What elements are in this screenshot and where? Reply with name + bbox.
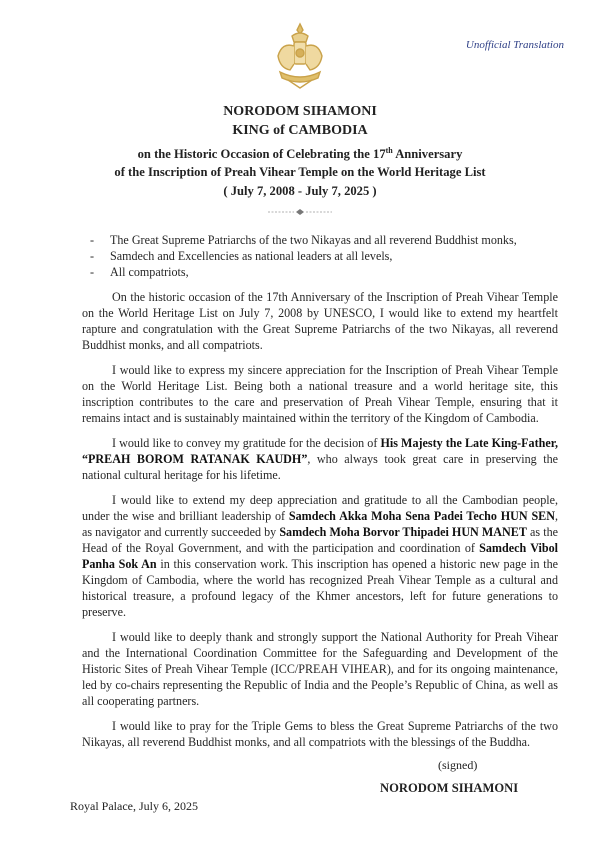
- occasion-line-2: of the Inscription of Preah Vihear Temple on the World Heritage List: [114, 165, 486, 179]
- royal-coat-of-arms-icon: [270, 22, 330, 90]
- text-segment: I would like to convey my gratitude for the decision of: [112, 436, 381, 450]
- paragraph-king-father: [82, 435, 558, 483]
- text-segment: , who always took great care in preserving the national cultural heritage for his lifetime.: [82, 452, 558, 482]
- leader-name: Samdech Akka Moha Sena Padei Techo HUN SEN: [288, 509, 555, 523]
- text-segment: I would like to extend my deep appreciation and gratitude to all the Cambodian people, under the wise and brilliant leadership of: [82, 493, 558, 523]
- paragraph-anniversary: On the historic occasion of the 17th Anniversary of the Inscription of Preah Vihear Temple on the World Heritage List on July 7, 2008 by UNESCO, I would like to extend my heartfelt rapture and congratulation with the Great Supreme Patriarchs of the two Nikayas, all reverend Buddhist monks, and all compatriots.: [82, 290, 558, 352]
- unofficial-translation-note: Unofficial Translation: [465, 39, 564, 51]
- ornamental-divider: [266, 208, 334, 216]
- text-segment: in this conservation work. This inscription has opened a historic new page in the Kingdom of Cambodia, where the world has recognized Preah Vihear Temple as a cultural and historical treasure, a profound legacy of the Khmer ancestors, left for future generations to preserve.: [82, 557, 558, 619]
- occasion-line-1: [0, 146, 600, 162]
- paragraph-gratitude: [82, 492, 558, 620]
- addressee-list: [82, 232, 558, 280]
- paragraph-blessing: I would like to pray for the Triple Gems to bless the Great Supreme Patriarchs of the two Nikayas, all reverend Buddhist monks, and all compatriots with the blessings of the Buddha.: [82, 719, 558, 749]
- occasion-line-1-end: Anniversary: [392, 147, 463, 162]
- text-segment: as the Head of the Royal Government, and with the participation and coordination of: [82, 525, 558, 555]
- addressee-item: - The Great Supreme Patriarchs of the two Nikayas and all reverend Buddhist monks,: [82, 232, 558, 248]
- occasion-dates: ( July 7, 2008 - July 7, 2025 ): [223, 184, 377, 198]
- place-and-date: Royal Palace, July 6, 2025: [70, 799, 198, 813]
- king-father-name: His Majesty the Late King-Father, “PREAH BOROM RATANAK KAUDH”: [82, 436, 558, 466]
- signatory-name: NORODOM SIHAMONI: [380, 781, 519, 795]
- paragraph-appreciation: I would like to express my sincere appreciation for the Inscription of Preah Vihear Temple on the World Heritage List. Being both a national treasure and a world heritage site, this inscription contributes to the care and preservation of Preah Vihear Temple, ensuring that it remains intact and is sustainably maintained within the territory of the Kingdom of Cambodia.: [82, 363, 558, 425]
- text-segment: , as navigator and currently succeeded by: [82, 509, 558, 539]
- occasion-line-1-start: on the Historic Occasion of Celebrating the 17: [137, 147, 386, 162]
- addressee-item: - Samdech and Excellencies as national leaders at all levels,: [82, 248, 558, 264]
- addressee-item: - All compatriots,: [82, 264, 558, 280]
- leader-name: Samdech Vibol Panha Sok An: [82, 541, 558, 571]
- king-title: KING of CAMBODIA: [232, 123, 368, 138]
- leader-name: Samdech Moha Borvor Thipadei HUN MANET: [279, 525, 527, 539]
- paragraph-support: I would like to deeply thank and strongly support the National Authority for Preah Vihear and the International Coordination Committee for the Safeguarding and Development of the Historic Sites of Preah Vihear Temple (ICC/PREAH VIHEAR), and for its ongoing maintenance, led by co-chairs representing the Republic of India and the People’s Republic of China, as well as all cooperating partners.: [82, 630, 558, 708]
- ordinal-suffix: th: [385, 146, 393, 155]
- letter-body: [82, 232, 558, 759]
- signed-note: (signed): [438, 758, 478, 772]
- king-name: NORODOM SIHAMONI: [223, 104, 377, 119]
